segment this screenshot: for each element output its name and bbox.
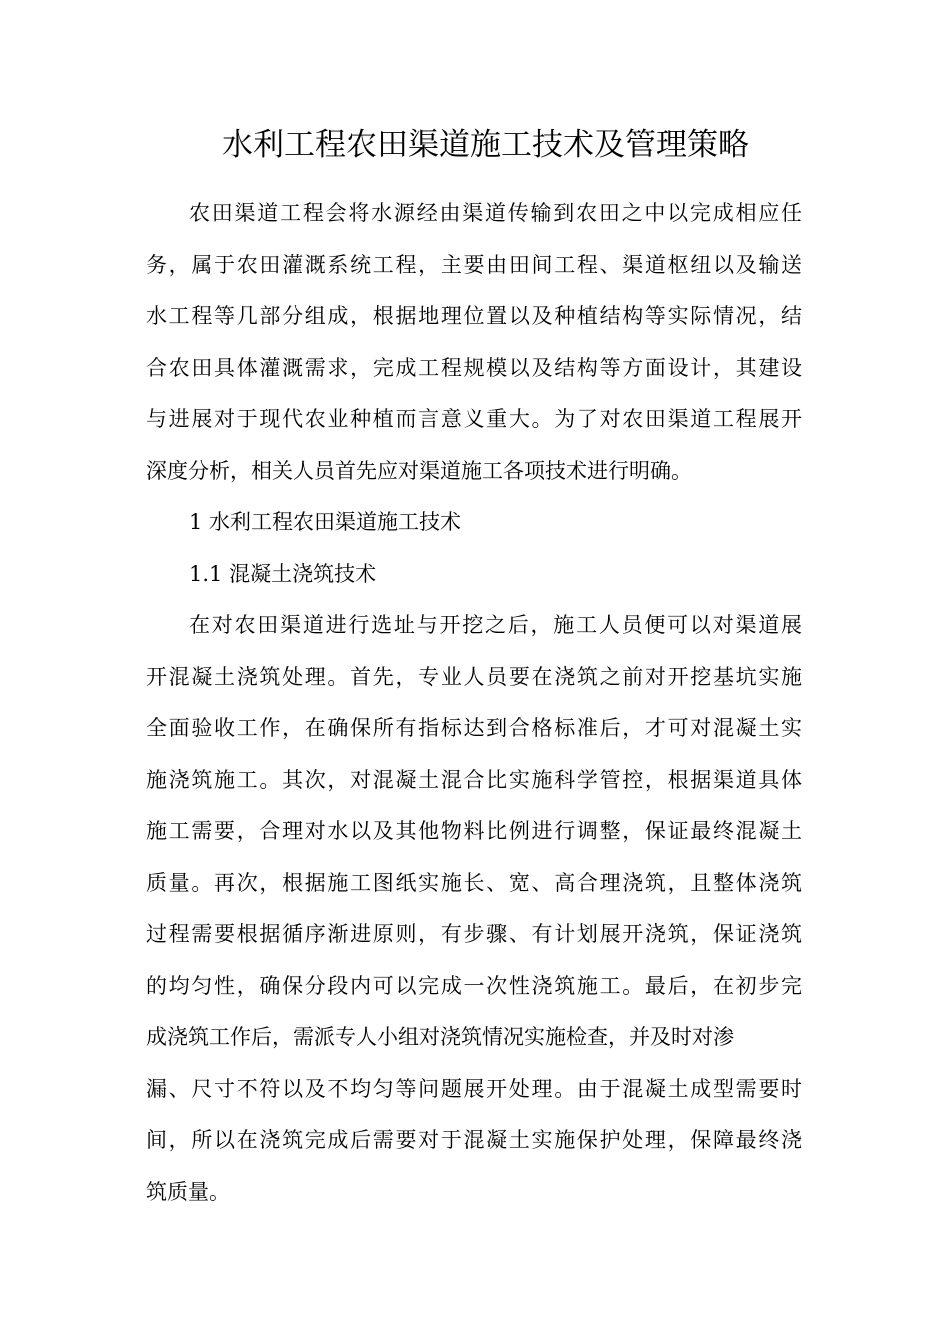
section-heading: 1 水利工程农田渠道施工技术 bbox=[189, 510, 462, 534]
document-title: 水利工程农田渠道施工技术及管理策略 bbox=[222, 127, 749, 163]
text-line: 筑质量。 bbox=[146, 1179, 230, 1204]
text-line: 农田渠道工程会将水源经由渠道传输到农田之中以完成相应任 bbox=[189, 201, 802, 225]
text-line: 漏、尺寸不符以及不均匀等问题展开处理。由于混凝土成型需要时 bbox=[146, 1076, 802, 1101]
text-line: 在对农田渠道进行选址与开挖之后，施工人员便可以对渠道展 bbox=[189, 613, 802, 637]
text-line: 施浇筑施工。其次，对混凝土混合比实施科学管控，根据渠道具体 bbox=[146, 767, 802, 792]
text-line: 施工需要，合理对水以及其他物料比例进行调整，保证最终混凝土 bbox=[146, 819, 802, 843]
text-line: 深度分析，相关人员首先应对渠道施工各项技术进行明确。 bbox=[146, 458, 692, 483]
text-line: 成浇筑工作后，需派专人小组对浇筑情况实施检查，并及时对渗 bbox=[146, 1025, 734, 1049]
paragraph-intro bbox=[146, 188, 802, 497]
text-line: 开混凝土浇筑处理。首先，专业人员要在浇筑之前对开挖基坑实施 bbox=[146, 664, 802, 689]
subsection-heading: 1.1 混凝土浇筑技术 bbox=[189, 561, 377, 586]
document-body bbox=[146, 188, 802, 1218]
text-line: 间，所以在浇筑完成后需要对于混凝土实施保护处理，保障最终浇 bbox=[146, 1128, 802, 1152]
text-line: 过程需要根据循序渐进原则，有步骤、有计划展开浇筑，保证浇筑 bbox=[146, 922, 802, 946]
text-line: 务，属于农田灌溉系统工程，主要由田间工程、渠道枢纽以及输送 bbox=[146, 252, 802, 277]
text-line: 与进展对于现代农业种植而言意义重大。为了对农田渠道工程展开 bbox=[146, 407, 802, 431]
text-line: 全面验收工作，在确保所有指标达到合格标准后，才可对混凝土实 bbox=[146, 716, 802, 740]
text-line: 的均匀性，确保分段内可以完成一次性浇筑施工。最后，在初步完 bbox=[146, 973, 802, 998]
text-line: 合农田具体灌溉需求，完成工程规模以及结构等方面设计，其建设 bbox=[146, 355, 802, 380]
paragraph-concrete-pouring bbox=[146, 600, 802, 1218]
text-line: 水工程等几部分组成，根据地理位置以及种植结构等实际情况，结 bbox=[146, 304, 802, 328]
text-line: 质量。再次，根据施工图纸实施长、宽、高合理浇筑，且整体浇筑 bbox=[146, 870, 802, 895]
